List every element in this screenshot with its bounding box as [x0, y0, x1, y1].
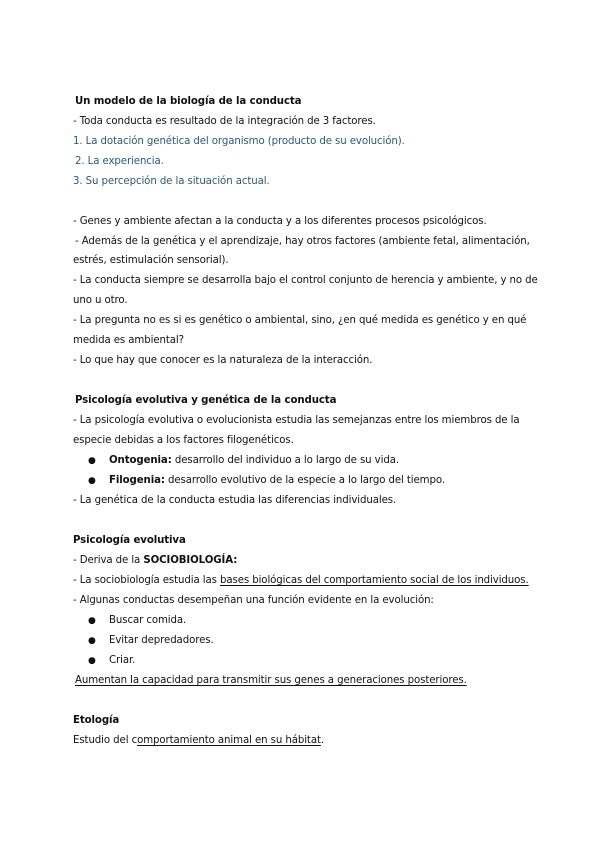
deriva-prefix: - Deriva de la: [73, 555, 144, 566]
bullet-icon: ●: [88, 476, 96, 486]
text-otros-factores-2: estrés, estimulación sensorial).: [73, 255, 229, 266]
text-sociobiologia-estudia: [73, 574, 529, 588]
text-pregunta-1: - La pregunta no es si es genético o ambiental, sino, ¿en qué medida es genético y en qué: [73, 315, 527, 326]
heading-modelo-biologia: Un modelo de la biología de la conducta: [75, 96, 302, 107]
list-item-filogenia: [109, 474, 445, 488]
bullet-icon: ●: [88, 656, 96, 666]
list-item-criar: Criar.: [109, 655, 136, 666]
factor-2: 2. La experiencia.: [75, 156, 164, 167]
heading-psicologia-evolutiva: Psicología evolutiva: [73, 535, 186, 546]
bullet-icon: ●: [88, 636, 96, 646]
text-conclusion-genes: Aumentan la capacidad para transmitir sus genes a generaciones posteriores.: [75, 675, 467, 686]
factor-1: 1. La dotación genética del organismo (producto de su evolución).: [73, 136, 405, 147]
heading-psicologia-evolutiva-genetica: Psicología evolutiva y genética de la conducta: [75, 395, 337, 406]
text-deriva-sociobiologia: [73, 554, 237, 568]
factor-3: 3. Su percepción de la situación actual.: [73, 176, 270, 187]
heading-etologia: Etología: [73, 715, 120, 726]
text-otros-factores-1: - Además de la genética y el aprendizaje, hay otros factores (ambiente fetal, alimentación,: [75, 236, 530, 247]
term-filogenia: Filogenia:: [109, 475, 165, 486]
etologia-prefix: Estudio del c: [73, 735, 138, 746]
text-herencia-ambiente-2: uno u otro.: [73, 295, 128, 306]
list-item-buscar-comida: Buscar comida.: [109, 615, 187, 626]
text-integracion-factores: - Toda conducta es resultado de la integración de 3 factores.: [73, 116, 376, 127]
text-genes-ambiente: - Genes y ambiente afectan a la conducta y a los diferentes procesos psicológicos.: [73, 216, 487, 227]
text-herencia-ambiente-1: - La conducta siempre se desarrolla bajo el control conjunto de herencia y ambiente, y no de: [73, 275, 538, 286]
text-genetica-conducta: - La genética de la conducta estudia las diferencias individuales.: [73, 495, 397, 506]
text-naturaleza-interaccion: - Lo que hay que conocer es la naturaleza de la interacción.: [73, 355, 373, 366]
bullet-icon: ●: [88, 616, 96, 626]
bullet-icon: ●: [88, 456, 96, 466]
text-psicologia-evolutiva-1: - La psicología evolutiva o evolucionista estudia las semejanzas entre los miembros de la: [73, 415, 520, 426]
def-ontogenia: desarrollo del individuo a lo largo de su vida.: [171, 455, 399, 466]
text-funcion-evolucion: - Algunas conductas desempeñan una función evidente en la evolución:: [73, 595, 434, 606]
text-pregunta-2: medida es ambiental?: [73, 335, 184, 346]
list-item-ontogenia: [109, 454, 399, 468]
sociobiologia-underlined: bases biológicas del comportamiento social de los individuos.: [219, 575, 529, 586]
sociobiologia-prefix: - La sociobiología estudia las: [73, 575, 220, 586]
def-filogenia: desarrollo evolutivo de la especie a lo largo del tiempo.: [164, 475, 445, 486]
etologia-suffix: .: [320, 735, 325, 746]
text-etologia-definicion: [73, 734, 324, 748]
term-ontogenia: Ontogenia:: [109, 455, 172, 466]
text-psicologia-evolutiva-2: especie debidas a los factores filogenéticos.: [73, 435, 294, 446]
list-item-evitar-depredadores: Evitar depredadores.: [109, 635, 214, 646]
etologia-underlined: omportamiento animal en su hábitat: [137, 735, 321, 746]
term-sociobiologia: SOCIOBIOLOGÍA:: [143, 555, 238, 566]
